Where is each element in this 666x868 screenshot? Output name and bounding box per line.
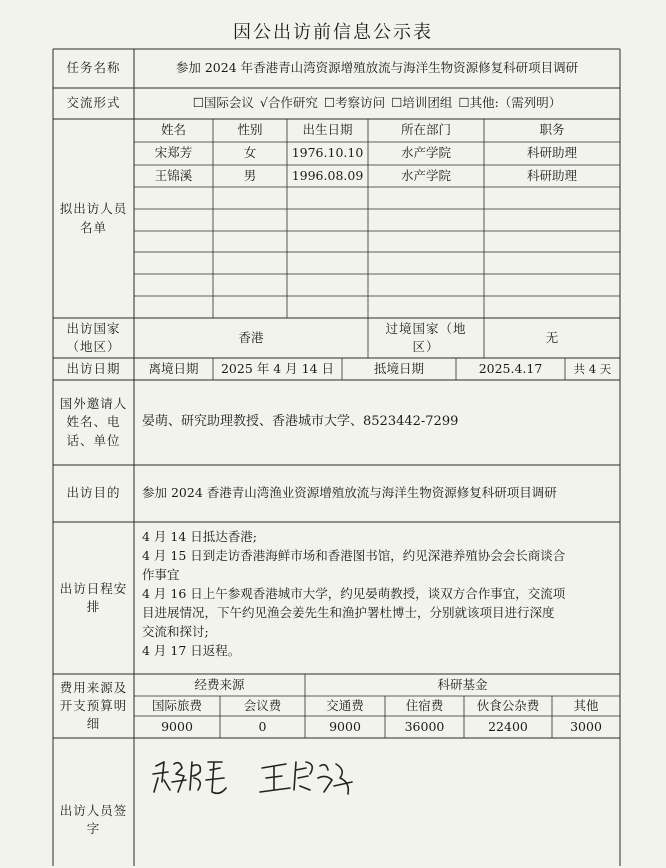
handwritten-signature [150, 752, 360, 800]
depart-date: 2025 年 4 月 14 日 [220, 360, 335, 376]
arrive-date: 2025.4.17 [478, 360, 543, 376]
budget-header: 其他 [573, 697, 599, 713]
budget-value: 36000 [404, 718, 445, 734]
budget-value: 9000 [161, 718, 193, 734]
transit-label: 过境国家（地区） [385, 320, 467, 354]
header-gender: 性别 [237, 122, 263, 138]
exchange-form-label: 交流形式 [66, 95, 121, 111]
person-dept: 水产学院 [400, 145, 451, 161]
budget-source-left: 经费来源 [194, 676, 245, 692]
option-study-visit[interactable]: ☐考察访问 [323, 95, 386, 111]
persons-label: 拟出访人员名单 [59, 201, 128, 235]
arrive-label: 抵境日期 [373, 360, 424, 376]
option-other[interactable]: ☐其他:（需列明） [458, 95, 562, 111]
checkbox-mark: ☐ [391, 95, 403, 111]
budget-header: 会议费 [243, 697, 282, 713]
schedule-label: 出访日程安排 [59, 580, 128, 614]
checkbox-mark: ☐ [192, 95, 204, 111]
dates-label: 出访日期 [66, 360, 121, 376]
schedule-line: 4 月 17 日返程。 [142, 643, 241, 658]
duration: 共 4 天 [573, 361, 612, 376]
header-dept: 所在部门 [400, 122, 451, 138]
task-name-label: 任务名称 [66, 60, 121, 76]
checkbox-mark: ☐ [323, 95, 336, 111]
schedule-line: 4 月 16 日上午参观香港城市大学，约见晏萌教授，谈双方合作事宜，交流项 [142, 586, 566, 601]
schedule-text [142, 527, 622, 660]
budget-header: 交通费 [326, 697, 364, 713]
schedule-line: 4 月 15 日到走访香港海鲜市场和香港图书馆，约见深港养殖协会会长商谈合 [142, 548, 566, 563]
budget-header: 住宿费 [405, 697, 444, 713]
depart-label: 离境日期 [148, 360, 199, 376]
person-gender: 女 [243, 145, 257, 161]
person-birth: 1996.08.09 [291, 167, 364, 183]
transit-value: 无 [545, 329, 559, 345]
person-gender: 男 [243, 167, 257, 183]
schedule-line: 作事宜 [142, 567, 180, 582]
person-title: 科研助理 [526, 145, 577, 161]
budget-label: 费用来源及开支预算明细 [59, 679, 128, 732]
purpose-label: 出访目的 [66, 485, 121, 501]
checkbox-mark: ☐ [458, 95, 470, 111]
header-title: 职务 [539, 122, 565, 138]
inviter-value: 晏萌、研究助理教授、香港城市大学、8523442-7299 [142, 414, 459, 430]
country-value: 香港 [238, 329, 264, 345]
header-name: 姓名 [160, 122, 186, 138]
schedule-line: 目进展情况，下午约见渔会姜先生和渔护署杜博士，分别就该项目进行深度 [142, 605, 555, 620]
option-training-group[interactable]: ☐培训团组 [391, 95, 453, 111]
option-cooperative-research[interactable]: √合作研究 [259, 95, 318, 111]
budget-value: 22400 [488, 718, 528, 734]
purpose-value: 参加 2024 香港青山湾渔业资源增殖放流与海洋生物资源修复科研项目调研 [142, 485, 557, 501]
person-title: 科研助理 [526, 167, 577, 183]
budget-header: 国际旅费 [151, 697, 202, 713]
header-birth: 出生日期 [302, 122, 353, 138]
person-name: 王锦溪 [154, 167, 193, 183]
signature-label: 出访人员签字 [59, 802, 128, 836]
person-birth: 1976.10.10 [291, 145, 364, 161]
budget-value: 9000 [329, 718, 361, 734]
country-label: 出访国家（地区） [66, 320, 121, 354]
schedule-line: 4 月 14 日抵达香港; [142, 529, 257, 544]
schedule-line: 交流和探讨; [142, 624, 209, 639]
person-dept: 水产学院 [400, 167, 451, 183]
person-name: 宋郑芳 [154, 145, 193, 161]
inviter-label: 国外邀请人姓名、电话、单位 [59, 396, 128, 448]
checkmark-icon: √ [259, 95, 268, 111]
page-title: 因公出访前信息公示表 [233, 22, 433, 43]
budget-value: 3000 [570, 718, 602, 734]
budget-header: 伙食公杂费 [476, 697, 540, 713]
budget-value: 0 [258, 718, 267, 734]
task-name-value: 参加 2024 年香港青山湾资源增殖放流与海洋生物资源修复科研项目调研 [175, 60, 579, 76]
exchange-options [134, 88, 620, 119]
option-international-conference[interactable]: ☐国际会议 [192, 95, 254, 111]
budget-source-right: 科研基金 [437, 676, 488, 692]
